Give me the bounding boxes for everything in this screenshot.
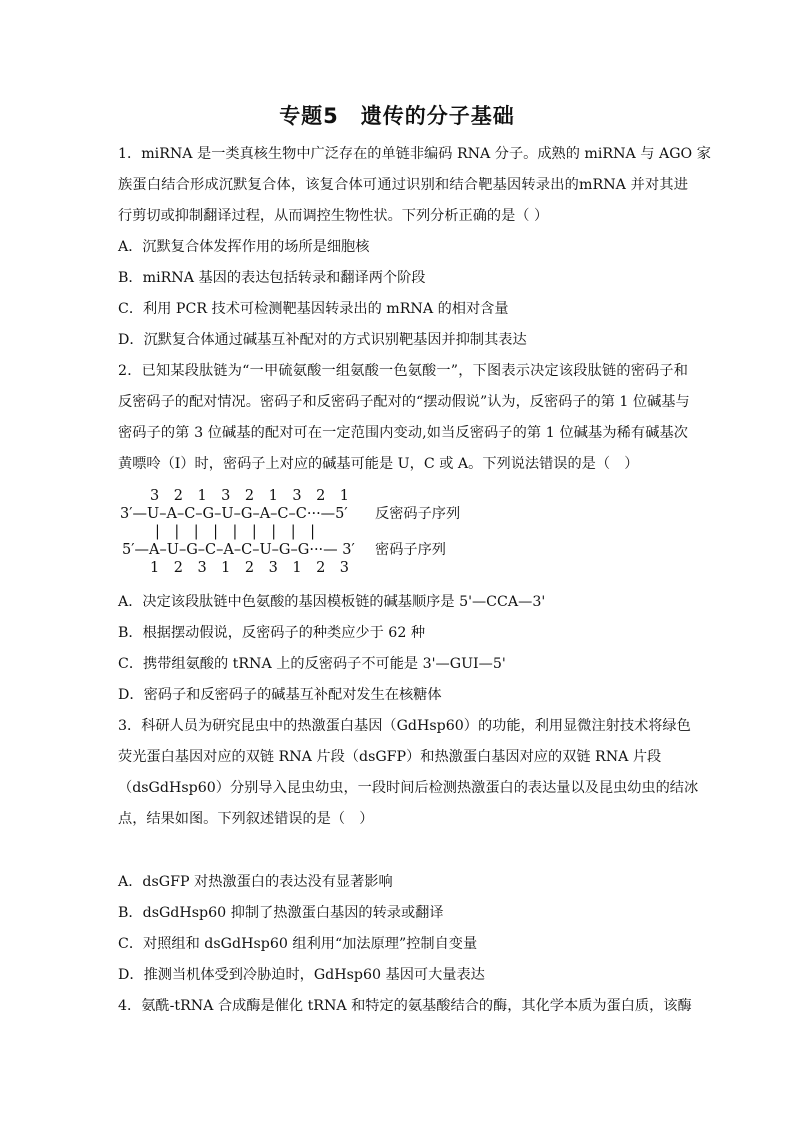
q3-stem-line-2: 荧光蛋白基因对应的双链 RNA 片段（dsGFP）和热激蛋白基因对应的双链 RNA 片段: [118, 749, 662, 765]
q3-option-a: A．dsGFP 对热激蛋白的表达没有显著影响: [118, 874, 393, 890]
q2-option-b: B．根据摆动假说，反密码子的种类应少于 62 种: [118, 625, 426, 641]
q2-option-d: D．密码子和反密码子的碱基互补配对发生在核糖体: [118, 687, 442, 703]
anticodon-strand: 3′—U–A–C–G–U–G–A–C–C···—5′: [120, 506, 348, 522]
q3-stem-line-4: 点，结果如图。下列叙述错误的是（ ）: [118, 811, 374, 827]
q1-option-a: A．沉默复合体发挥作用的场所是细胞核: [118, 239, 370, 255]
q2-stem-line-1: 2．已知某段肽链为“一甲硫氨酸一组氨酸一色氨酸一”，下图表示决定该段肽链的密码子和: [118, 363, 688, 379]
page-title: 专题5 遗传的分子基础: [279, 104, 515, 128]
q4-stem-line-1: 4．氨酰-tRNA 合成酶是催化 tRNA 和特定的氨基酸结合的酶，其化学本质为蛋白质，该酶: [118, 998, 692, 1014]
q2-option-a: A．决定该段肽链中色氨酸的基因模板链的碱基顺序是 5'—CCA—3': [118, 594, 546, 610]
q3-option-b: B．dsGdHsp60 抑制了热激蛋白基因的转录或翻译: [118, 905, 444, 921]
q3-stem-line-1: 3．科研人员为研究昆虫中的热激蛋白基因（GdHsp60）的功能，利用显微注射技术将绿色: [118, 718, 691, 734]
base-pair-bars: | | | | | | | | |: [155, 524, 315, 540]
q1-stem-line-2: 族蛋白结合形成沉默复合体，该复合体可通过识别和结合靶基因转录出的mRNA 并对其进: [118, 177, 688, 193]
q1-stem-line-3: 行剪切或抑制翻译过程，从而调控生物性状。下列分析正确的是（ ）: [118, 208, 549, 224]
q1-option-d: D．沉默复合体通过碱基互补配对的方式识别靶基因并抑制其表达: [118, 332, 527, 348]
q2-option-c: C．携带组氨酸的 tRNA 上的反密码子不可能是 3'—GUI—5': [118, 656, 506, 672]
q3-option-c: C．对照组和 dsGdHsp60 组利用“加法原理”控制自变量: [118, 936, 478, 952]
q1-option-b: B．miRNA 基因的表达包括转录和翻译两个阶段: [118, 270, 426, 286]
q2-stem-line-4: 黄嘌呤（Ⅰ）时，密码子上对应的碱基可能是 U，C 或 A。下列说法错误的是（ ）: [118, 456, 639, 472]
anticodon-position-numbers: 3 2 1 3 2 1 3 2 1: [150, 488, 350, 504]
codon-label: 密码子序列: [375, 542, 446, 558]
q1-stem-line-1: 1．miRNA 是一类真核生物中广泛存在的单链非编码 RNA 分子。成熟的 miRNA 与 AGO 家: [118, 146, 711, 162]
anticodon-label: 反密码子序列: [375, 506, 461, 522]
q3-stem-line-3: （dsGdHsp60）分别导入昆虫幼虫，一段时间后检测热激蛋白的表达量以及昆虫幼虫的结冰: [118, 780, 699, 796]
codon-strand: 5′—A–U–G–C–A–C–U–G–G···— 3′: [122, 542, 355, 558]
q1-option-c: C．利用 PCR 技术可检测靶基因转录出的 mRNA 的相对含量: [118, 301, 509, 317]
q2-stem-line-3: 密码子的第 3 位碱基的配对可在一定范围内变动,如当反密码子的第 1 位碱基为稀有碱基次: [118, 425, 688, 441]
codon-position-numbers: 1 2 3 1 2 3 1 2 3: [150, 560, 350, 576]
q2-stem-line-2: 反密码子的配对情况。密码子和反密码子配对的“摆动假说”认为，反密码子的第 1 位碱基与: [118, 394, 690, 410]
q3-option-d: D．推测当机体受到冷胁迫时，GdHsp60 基因可大量表达: [118, 967, 485, 983]
